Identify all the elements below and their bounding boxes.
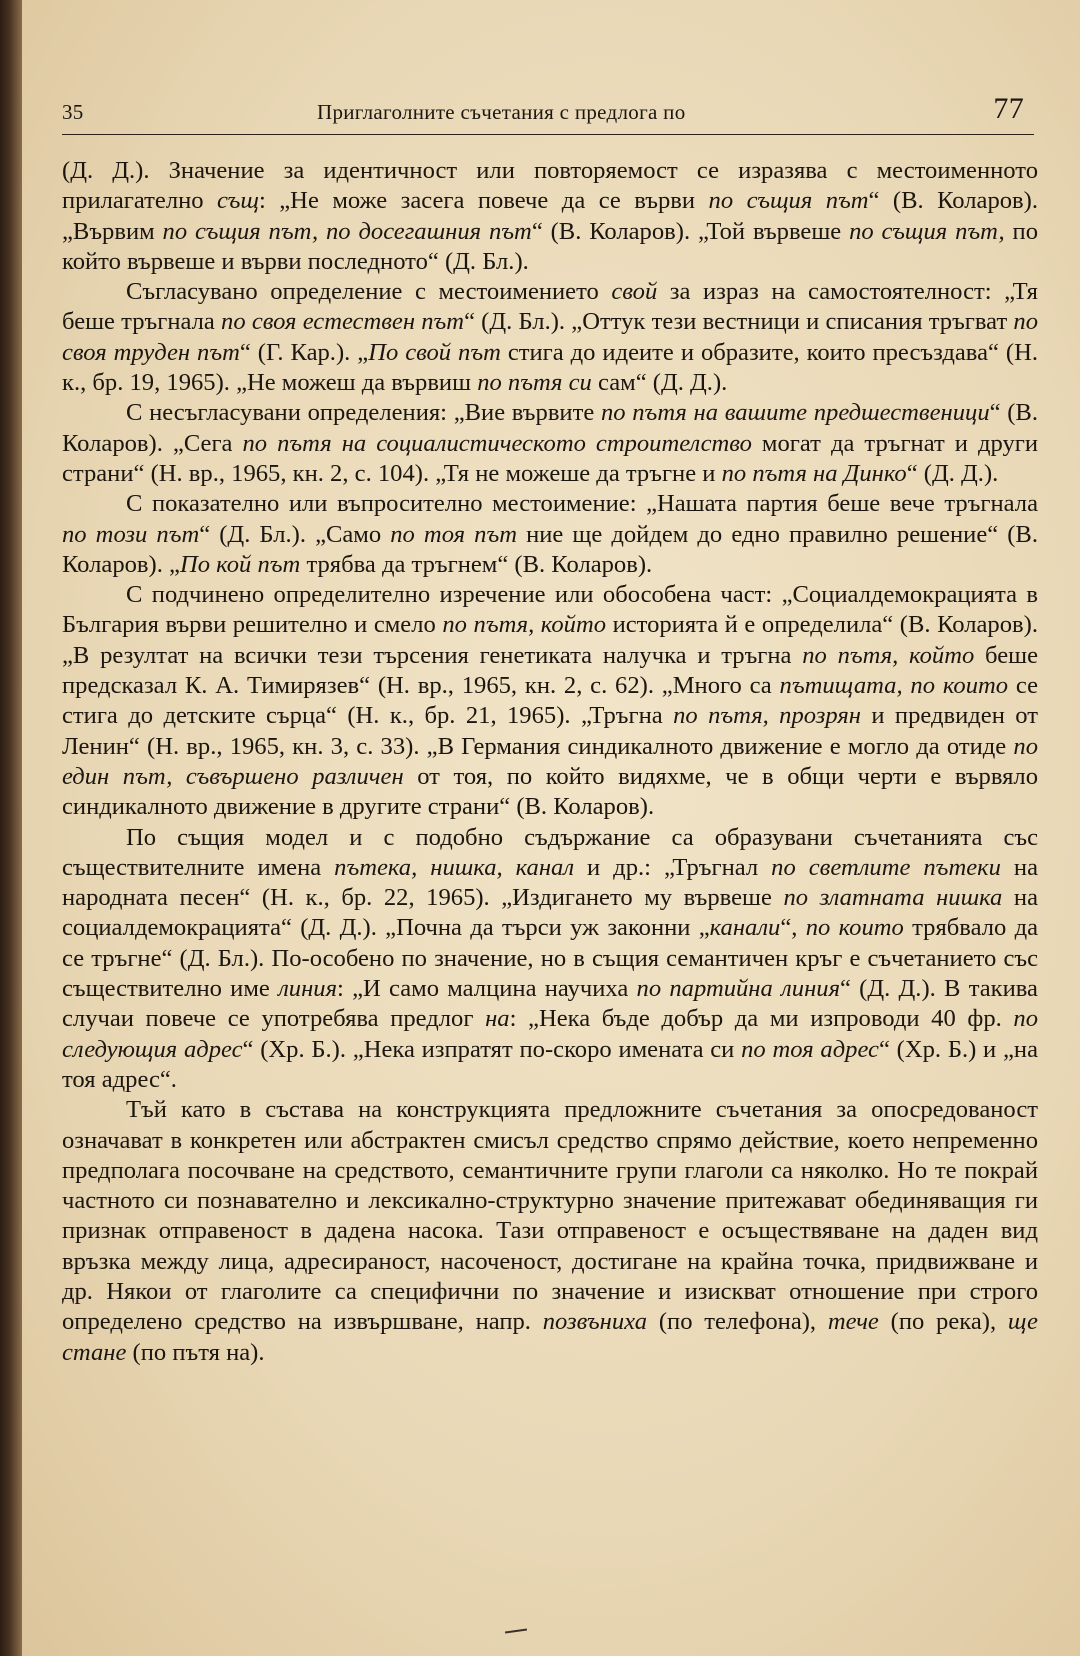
volume-page-number: 35 [62,100,84,124]
italic-example: по тоя път [390,520,518,548]
text-run: С подчинено определително изречение или обособена част: „Социалдемокрацията в България върви решително и смело [62,581,1038,639]
text-run: Съгласувано определение с местоимението [126,278,612,306]
italic-example: по тоя адрес [741,1035,879,1063]
text-run: (по телефона), [647,1308,828,1336]
italic-example: позвъниха [542,1308,648,1336]
italic-example: по един път, съвършено различен [62,732,1038,790]
text-run: : „Не може засега повече да се върви [258,187,709,215]
chapter-title: Приглаголните съчетания с предлога по [317,100,686,124]
italic-example: на [485,1005,510,1033]
text-run: трябвало да се тръгне“ (Д. Бл.). По-особено по значение, но в същия семантичен кръг е съчетанието със съществително име [62,914,1038,1003]
text-run: и др.: „Тръгнал [574,853,772,881]
text-run: “ (Г. Кар.). „ [239,338,369,366]
text-run: С несъгласувани определения: „Вие вървите [126,399,601,427]
italic-example: канали [709,914,781,942]
book-spine-shadow [0,0,22,1656]
text-run: (по пътя на). [126,1338,265,1366]
italic-example: По кой път [179,550,301,578]
italic-example: свой [611,278,658,306]
text-run: “ (Д. Бл.). „Оттук тези вестници и списания тръгват [464,308,1014,336]
text-run: по който вървеше и върви последното“ (Д. Бл.). [62,217,1039,275]
text-run: “, [780,914,806,942]
text-run: трябва да тръгнем“ (В. Коларов). [300,550,653,578]
italic-example: по пътя, прозрян [673,702,861,730]
text-run: (по река), [878,1308,1008,1336]
italic-example: тече [827,1308,879,1336]
text-run: могат да тръгнат и други страни“ (Н. вр., 1965, кн. 2, с. 104). „Тя не можеше да тръгне и [62,429,1038,487]
italic-example: по пътя на вашите предшественици [600,399,990,427]
text-run: : „И само малцина научиха [337,975,637,1003]
italic-example: същ [217,187,259,215]
italic-example: по своя труден път [62,308,1038,366]
text-run: беше предсказал К. А. Тимирязев“ (Н. вр., 1965, кн. 2, с. 62). „Много са [62,641,1038,700]
italic-example: по пътя си [477,369,592,397]
italic-example: по същия път, [849,217,1005,245]
italic-example: по своя естествен път [221,308,465,336]
text-run: (Д. Д.). Значение за идентичност или повторяемост се изразява с местоименното прилагателно [62,157,1038,215]
text-run: на народната песен“ (Н. к., бр. 22, 1965). „Издигането му вървеше [62,853,1039,912]
paragraph [62,580,1038,822]
text-run: от тоя, по който видяхме, че в общи черти е вървяло синдикалното движение в другите страни“ (В. Коларов). [62,762,1039,821]
text-run: “ (В. Коларов). „Вървим [62,187,1039,245]
text-run: на социалдемокрацията“ (Д. Д.). „Почна да търси уж законни „ [62,884,1038,942]
text-run: “ (В. Коларов). „Сега [62,399,1038,457]
italic-example: по които [805,914,904,942]
header-rule [62,134,1034,135]
italic-example: по същия път, по досегашния път [162,217,532,245]
italic-example: пътищата, по които [779,672,1009,700]
italic-example: по пътя на Динко [721,459,907,487]
text-run: и предвиден от Ленин“ (Н. вр., 1965, кн. 3, с. 33). „В Германия синдикалното движение е могло да отиде [62,702,1038,760]
italic-example: по светлите пътеки [771,853,1001,881]
text-run: за израз на самостоятелност: „Тя беше тръгнала [62,278,1038,336]
text-run: историята й е определила“ (В. Коларов). „В резултат на всички тези търсения генетиката налучка и тръгна [62,611,1038,669]
paragraph [62,823,1038,1096]
text-run: “ (Д. Д.). [906,459,999,487]
italic-example: по този път [62,520,200,548]
text-run: стига до идеите и образите, които пресъздава“ (Н. к., бр. 19, 1965). „Не можеш да вървиш [62,338,1038,397]
text-run: : „Нека бъде добър да ми изпроводи 40 фр. [509,1005,1014,1033]
running-head [62,92,1038,132]
text-run: По същия модел и с подобно съдържание са образувани съчетанията със съществителните имена [62,823,1038,881]
text-run: сам“ (Д. Д.). [591,369,728,397]
italic-example: по партийна линия [636,975,840,1003]
italic-example: по пътя, който [442,611,607,639]
italic-example: по следующия адрес [62,1005,1038,1063]
text-run: ние ще дойдем до едно правилно решение“ (В. Коларов). „ [62,520,1038,578]
italic-example: по същия път [708,187,869,215]
body-text [62,156,1038,1368]
paragraph [62,277,1038,398]
text-run: “ (Хр. Б.) и „на тоя адрес“. [62,1035,1038,1093]
italic-example: По свой път [368,338,501,366]
text-run: се стига до детските сърца“ (Н. к., бр. 21, 1965). „Тръгна [62,672,1038,730]
text-run: “ (Хр. Б.). „Нека изпратят по-скоро имената си [242,1035,742,1063]
paragraph [62,1095,1038,1368]
italic-example: линия [278,975,338,1003]
text-run: “ (В. Коларов). „Той вървеше [531,217,850,245]
italic-example: ще стане [62,1308,1038,1366]
italic-example: по пътя, който [802,641,975,669]
page-number: 77 [993,92,1024,125]
text-run: “ (Д. Д.). В такива случаи повече се употребява предлог [62,975,1038,1033]
paragraph [62,156,1038,277]
paragraph [62,489,1038,580]
text-run: С показателно или въпросително местоимение: „Нашата партия беше вече тръгнала [126,490,1038,518]
italic-example: по златната нишка [783,884,1003,912]
text-run: Тъй като в състава на конструкцията предложните съчетания за опосредованост означават в конкретен или абстрактен смисъл средство спрямо действие, което непременно предполага посочване на средството, семантичните групи глаголи са няколко. Но те покрай частното си познавателно и лексикално-структурно значение притежават обединяващия ги признак отправеност в дадена насока. Тази отправеност е осъществяване на даден вид връзка между лица, адресираност, насоченост, достигане на крайна точка, придвижване и др. Някои от глаголите са специфични по значение и изискват отношение при строго определено средство на извършване, напр. [62,1096,1038,1336]
text-run: “ (Д. Бл.). „Само [199,520,391,548]
italic-example: пътека, нишка, канал [334,853,575,881]
paragraph [62,398,1038,489]
italic-example: по пътя на социалистическото строителство [242,429,752,457]
